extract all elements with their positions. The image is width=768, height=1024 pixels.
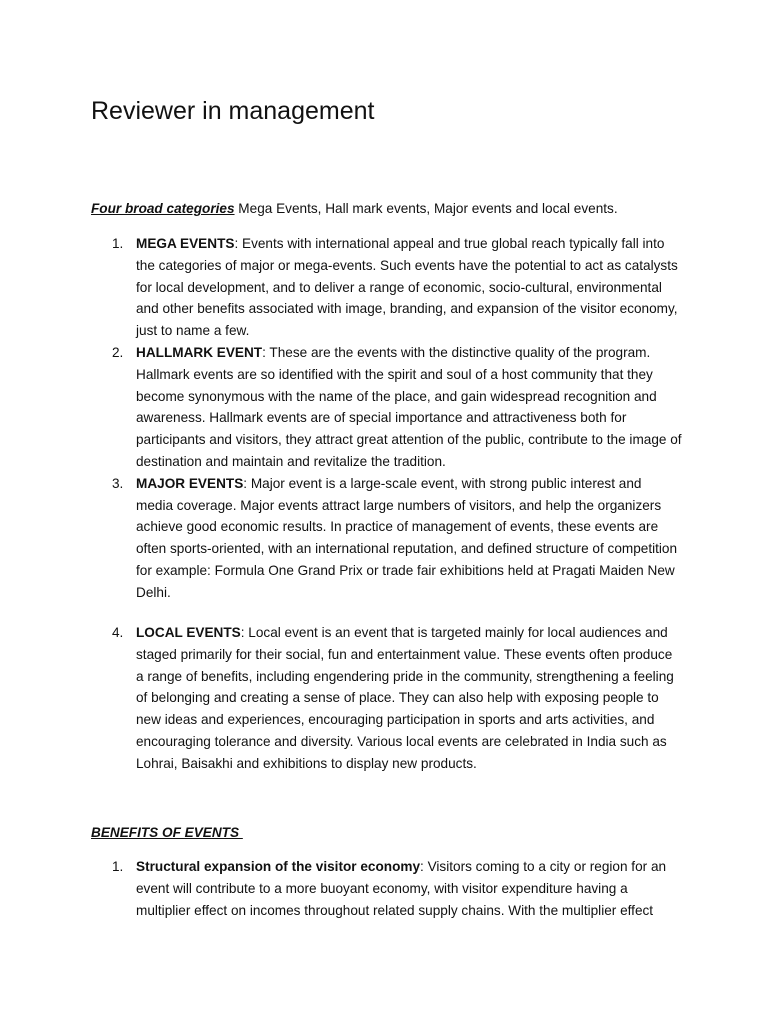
- list-text: : Major event is a large-scale event, with strong public interest and media coverage. Major events attract large numbers of visitors, and help the organizers achieve good economic results. In practice of management of events, these events are often sports-oriented, with an international reputation, and defined structure of competition for example: Formula One Grand Prix or trade fair exhibitions held at Pragati Maiden New Delhi.: [136, 475, 678, 600]
- list-text: : Events with international appeal and true global reach typically fall into the categories of major or mega-events. Such events have the potential to act as catalysts for local development, and to deliver a range of economic, socio-cultural, environmental and other benefits associated with image, branding, and expansion of the visitor economy, just to name a few.: [136, 236, 678, 339]
- list-term: Structural expansion of the visitor economy: [136, 859, 421, 874]
- list-item-local-events: [112, 622, 682, 775]
- list-item-hallmark-event: [112, 342, 682, 473]
- benefits-heading: [91, 822, 243, 844]
- list-number: 1.: [112, 236, 124, 251]
- list-term: LOCAL EVENTS: [136, 625, 241, 640]
- benefits-heading-text: BENEFITS OF EVENTS: [91, 825, 243, 840]
- event-categories-list: [112, 233, 682, 604]
- categories-text: Mega Events, Hall mark events, Major events and local events.: [234, 201, 618, 216]
- categories-heading: Four broad categories: [91, 201, 235, 216]
- local-events-list: [112, 622, 682, 775]
- list-item-visitor-economy: [112, 856, 682, 921]
- document-title: Reviewer in management: [91, 97, 375, 125]
- benefits-list: [112, 856, 682, 921]
- list-number: 1.: [112, 859, 124, 874]
- categories-intro: [91, 198, 691, 220]
- list-text: : Local event is an event that is targeted mainly for local audiences and staged primarily for their social, fun and entertainment value. These events often produce a range of benefits, including engendering pride in the community, strengthening a feeling of belonging and creating a sense of place. They can also help with exposing people to new ideas and experiences, encouraging participation in sports and arts activities, and encouraging tolerance and diversity. Various local events are celebrated in India such as Lohrai, Baisakhi and exhibitions to display new products.: [136, 625, 674, 771]
- list-item-mega-events: [112, 233, 682, 342]
- list-term: MEGA EVENTS: [136, 236, 235, 251]
- list-number: 4.: [112, 625, 124, 640]
- list-text: : These are the events with the distinctive quality of the program. Hallmark events are so identified with the spirit and soul of a host community that they become synonymous with the name of the place, and gain widespread recognition and awareness. Hallmark events are of special importance and attractiveness both for participants and visitors, they attract great attention of the public, contribute to the image of destination and maintain and revitalize the tradition.: [136, 344, 682, 469]
- list-term: HALLMARK EVENT: [136, 344, 263, 360]
- list-text: : Visitors coming to a city or region for an event will contribute to a more buoyant economy, with visitor expenditure having a multiplier effect on incomes throughout related supply chains. With the multiplier effect: [136, 859, 667, 918]
- list-number: 3.: [112, 475, 124, 491]
- list-number: 2.: [112, 344, 124, 360]
- list-term: MAJOR EVENTS: [136, 475, 244, 491]
- list-item-major-events: [112, 473, 682, 604]
